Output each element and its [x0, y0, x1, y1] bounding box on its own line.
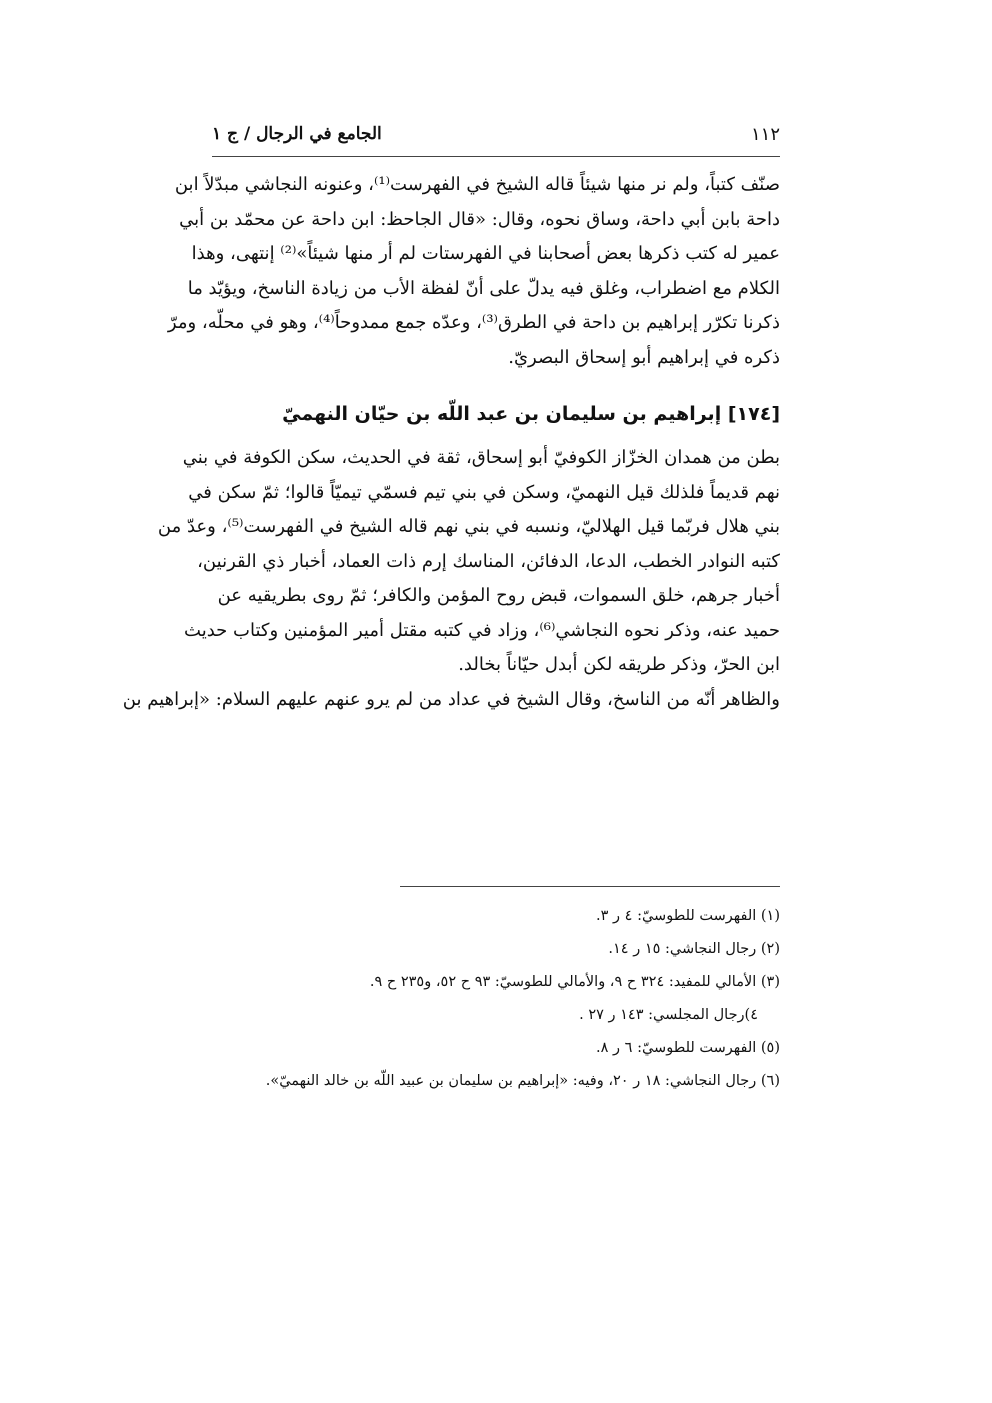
text-line: الكلام مع اضطراب، وغلق فيه يدلّ على أنّ لفظة الأب من زيادة الناسخ، ويؤيّد ما	[187, 277, 780, 299]
text-line: بطن من همدان الخزّاز الكوفيّ أبو إسحاق، ثقة في الحديث، سكن الكوفة في بني	[182, 447, 780, 468]
footnote-rule	[400, 886, 780, 887]
footnote: ٤)رجال المجلسي: ١٤٣ ر ٢٧ .	[579, 1007, 758, 1023]
text-line: ابن الحرّ، وذكر طريقه لكن أبدل حيّاناً بخالد.	[458, 654, 780, 675]
footnote: (١) الفهرست للطوسيّ: ٤ ر ٣.	[596, 908, 780, 924]
footnotes	[212, 900, 780, 1098]
text-line: بني هلال فربّما قيل الهلاليّ، ونسبه في بني نهم قاله الشيخ في الفهرست⁽⁵⁾، وعدّ من	[157, 516, 780, 537]
page-number: ١١٢	[750, 123, 780, 145]
text-line: أخبار جرهم، خلق السموات، قبض روح المؤمن والكافر؛ ثمّ روى بطريقيه عن	[217, 585, 780, 606]
entry-paragraph	[122, 441, 780, 717]
running-title: الجامع في الرجال / ج ١	[212, 124, 382, 144]
text-line: كتبه النوادر الخطب، الدعا، الدفائن، المناسك إرم ذات العماد، أخبار ذي القرنين،	[197, 550, 780, 572]
footnote: (٢) رجال النجاشي: ١٥ ر ١٤.	[608, 941, 780, 957]
footnote: (٥) الفهرست للطوسيّ: ٦ ر ٨.	[596, 1040, 780, 1056]
footnote: (٣) الأمالي للمفيد: ٣٢٤ ح ٩، والأمالي للطوسيّ: ٩٣ ح ٥٢، و٢٣٥ ح ٩.	[369, 974, 780, 990]
text-line: داحة بابن أبي داحة، وساق نحوه، وقال: «قال الجاحظ: ابن داحة عن محمّد بن أبي	[179, 208, 780, 230]
text-line: صنّف كتباً، ولم نر منها شيئاً قاله الشيخ في الفهرست⁽¹⁾، وعنونه النجاشي مبدّلاً ابن	[174, 174, 780, 195]
running-header	[212, 120, 780, 148]
text-line: ذكره في إبراهيم أبو إسحاق البصريّ.	[508, 346, 780, 368]
text-line: حميد عنه، وذكر نحوه النجاشي⁽⁶⁾، وزاد في كتبه مقتل أمير المؤمنين وكتاب حديث	[184, 619, 780, 641]
text-line: والظاهر أنّه من الناسخ، وقال الشيخ في عداد من لم يرو عنهم عليهم السلام: «إبراهيم بن	[122, 688, 780, 710]
text-line: عمير له كتب ذكرها بعض أصحابنا في الفهرستات لم أر منها شيئاً»⁽²⁾ إنتهى، وهذا	[191, 243, 780, 264]
footnote: (٦) رجال النجاشي: ١٨ ر ٢٠، وفيه: «إبراهيم بن سليمان بن عبيد اللّه بن خالد النهميّ».	[265, 1073, 780, 1089]
main-text	[122, 168, 780, 717]
text-line: ذكرنا تكرّر إبراهيم بن داحة في الطرق⁽³⁾، وعدّه جمع ممدوحاً⁽⁴⁾، وهو في محلّه، ومرّ	[167, 312, 780, 333]
paragraph-continuation	[167, 168, 780, 375]
entry-heading: [١٧٤] إبراهيم بن سليمان بن عبد اللّه بن حيّان النهميّ	[282, 403, 780, 425]
text-line: نهم قديماً فلذلك قيل النهميّ، وسكن في بني تيم فسمّي تيميّاً قالوا؛ ثمّ سكن في	[188, 481, 780, 503]
header-rule	[212, 156, 780, 157]
